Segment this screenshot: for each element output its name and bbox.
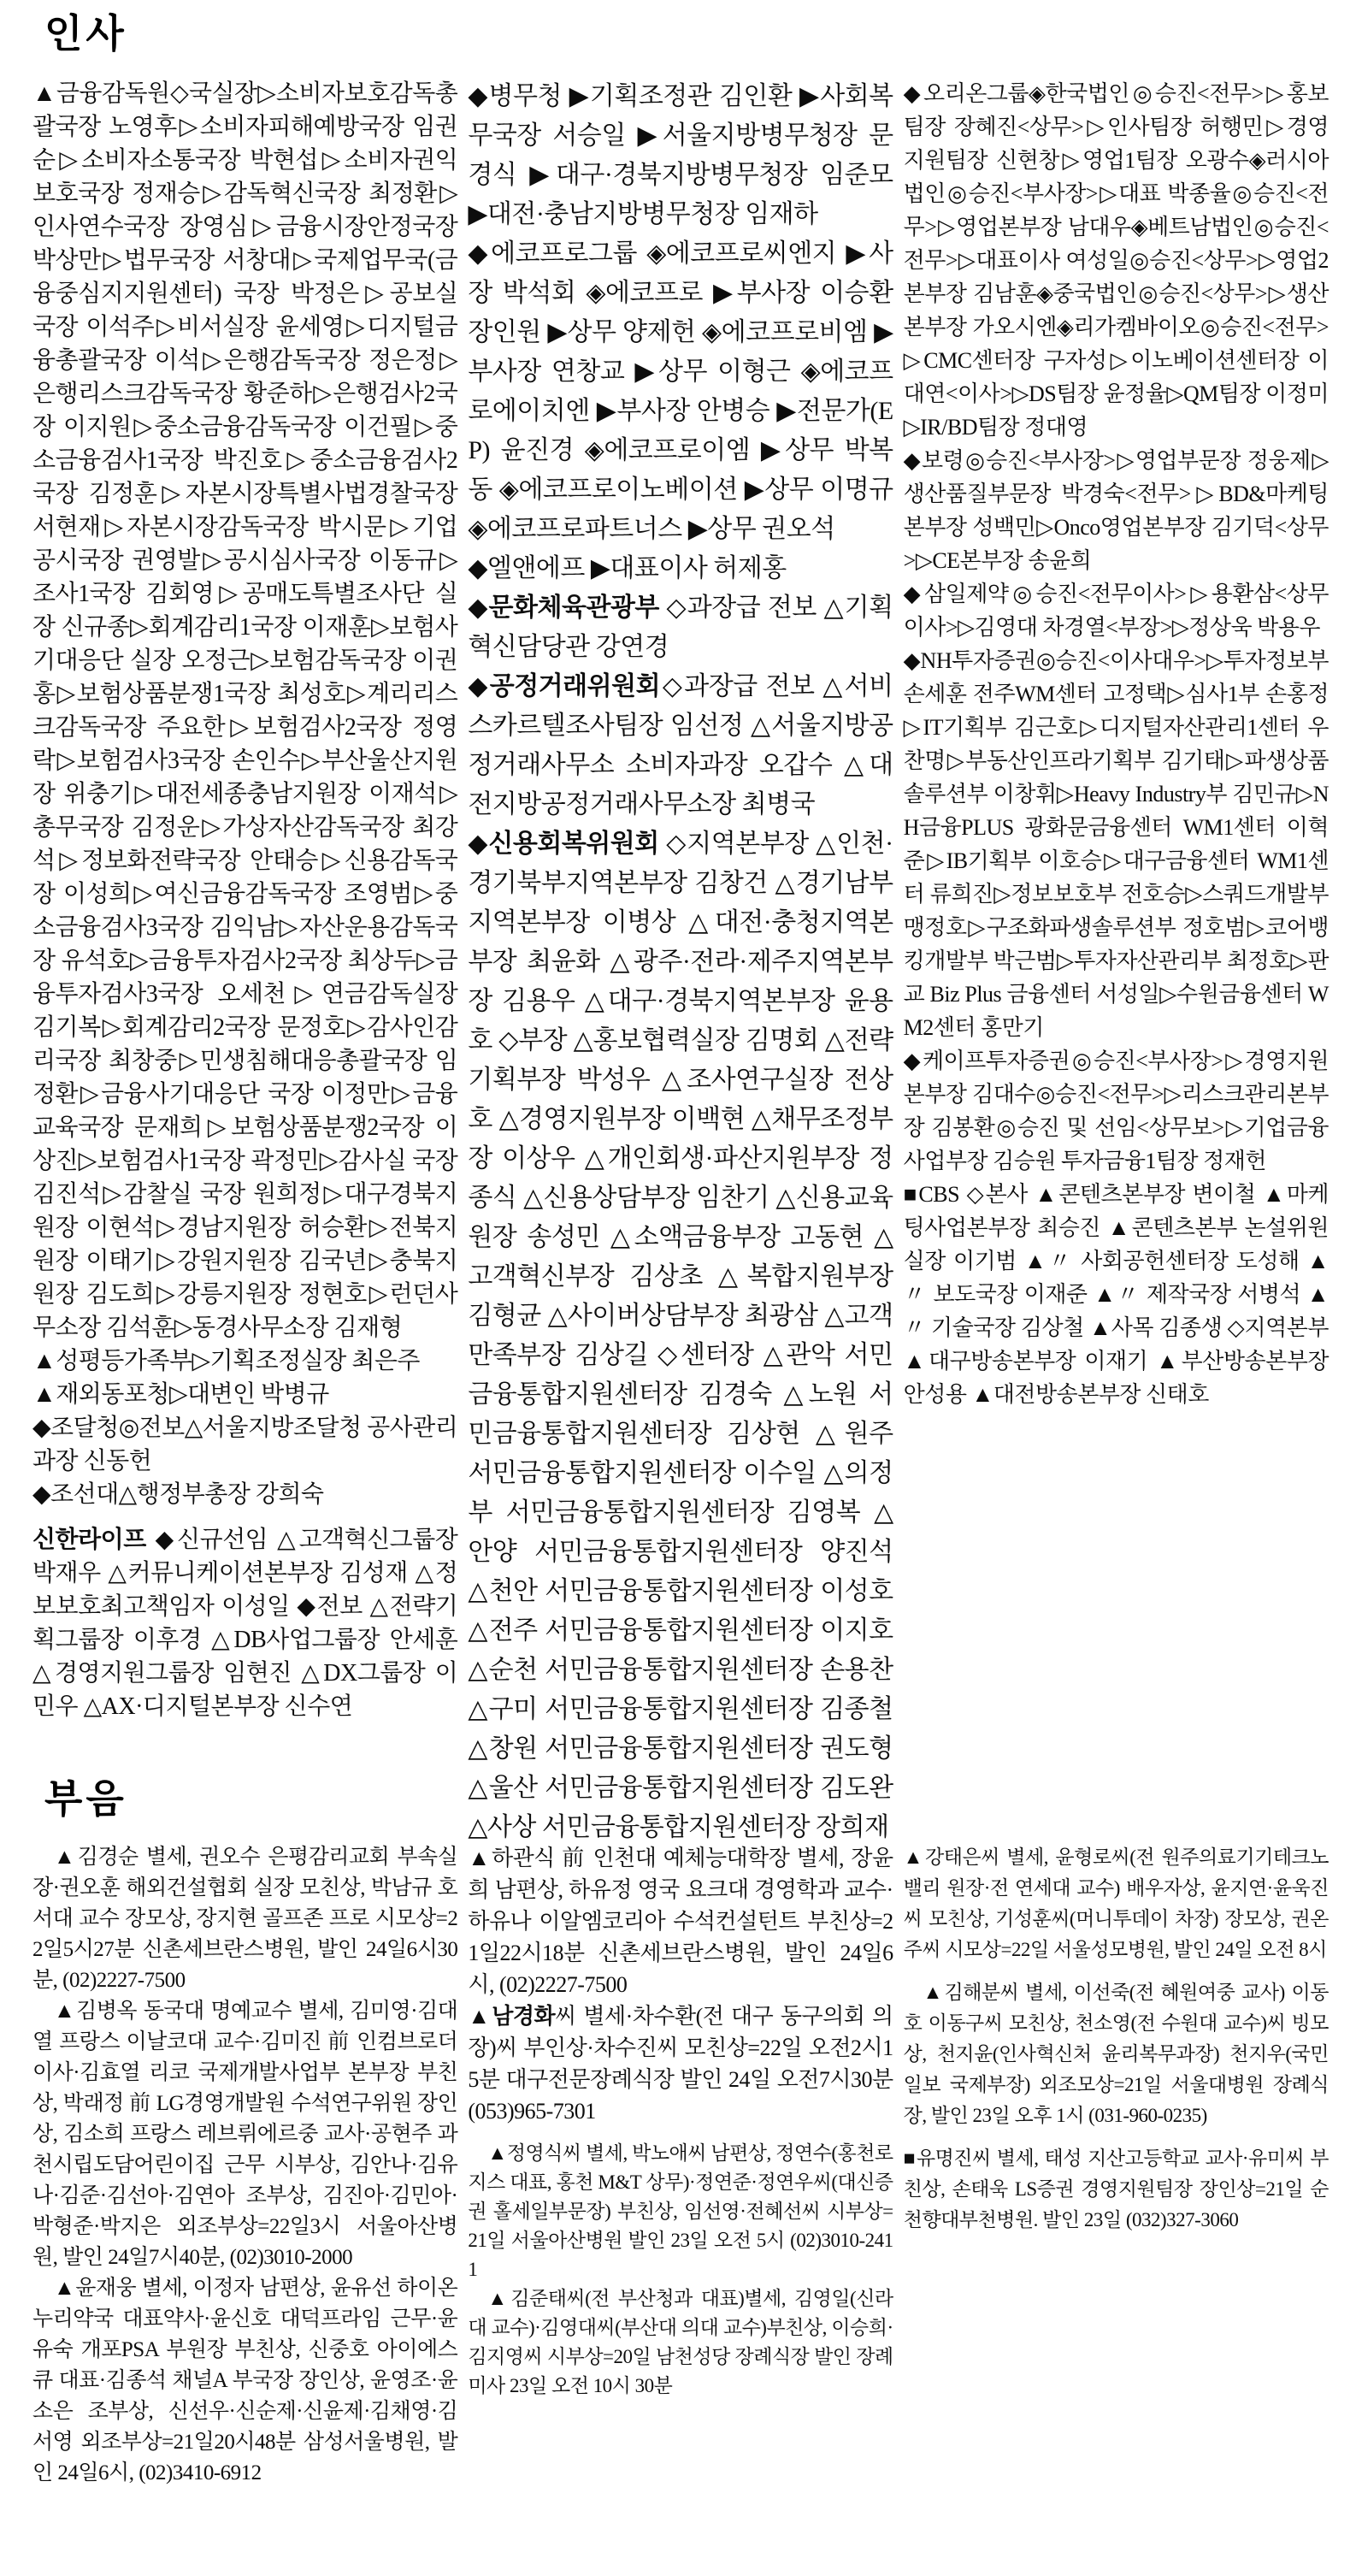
entry: ▲강태은씨 별세, 윤형로씨(전 원주의료기기테크노밸리 원장·전 연세대 교수) 배우자상, 윤지연·윤욱진씨 모친상, 기성훈씨(머니투데이 차장) 장모상, 권온주씨 시모상=22일 서울성모병원, 발인 24일 오전 8시 <box>903 1846 1329 1960</box>
entry: ▲남경화씨 별세·차수환(전 대구 동구의회 의장)씨 부인상·차수진씨 모친상=22일 오전2시15분 대구전문장례식장 발인 24일 오전7시30분 (053)965-7301 <box>468 2004 893 2124</box>
entry: ◆에코프로그룹 ◈에코프로씨엔지 ▶사장 박석회 ◈에코프로 ▶부사장 이승환 장인원 ▶상무 양제헌 ◈에코프로비엠 ▶부사장 연창교 ▶상무 이형근 ◈에코프로에이치엔 ▶부사장 안병승 ▶전문가(EP) 윤진경 ◈에코프로이엠 ▶상무 박복동 ◈에코프로이노베이션 ▶상무 이명규 ◈에코프로파트너스 ▶상무 권오석 <box>468 239 893 543</box>
entry: ▲김경순 별세, 권오수 은평감리교회 부속실장·권오훈 해외건설협회 실장 모친상, 박남규 호서대 교수 장모상, 장지현 골프존 프로 시모상=22일5시27분 신촌세브란스병원, 발인 24일6시30분, (02)2227-7500 <box>32 1846 458 1992</box>
entry: ◆엘앤에프 ▶대표이사 허제홍 <box>468 554 787 582</box>
entry: ▲김준태씨(전 부산청과 대표)별세, 김영일(신라대 교수)·김영대씨(부산대 의대 교수)부친상, 이승희·김지영씨 시부상=20일 남천성당 장례식장 발인 장례미사 23일 오전 10시 30분 <box>468 2288 893 2396</box>
obituaries-title: 부음 <box>44 1776 127 1821</box>
entry: ◆문화체육관광부 ◇과장급 전보 △기획혁신담당관 강연경 <box>468 594 893 661</box>
obituaries-columns <box>32 1842 1329 2489</box>
obituaries-column-3 <box>904 1842 1329 2236</box>
entry: ◆오리온그룹◈한국법인◎승진<전무>▷홍보팀장 장혜진<상무>▷인사팀장 허행민▷경영지원팀장 신현창▷영업1팀장 오광수◈러시아법인◎승진<부사장>▷대표 박종율◎승진<전무>▷영업본부장 남대우◈베트남법인◎승진<전무>▷대표이사 여성일◎승진<상무>▷영업2본부장 김남훈◈중국법인◎승진<상무>▷생산본부장 가오시엔◈리가켐바이오◎승진<전무>▷CMC센터장 구자성▷이노베이션센터장 이대연<이사>▷DS팀장 윤정율▷QM팀장 이정미▷IR/BD팀장 정대영 <box>903 81 1329 440</box>
entry: ■유명진씨 별세, 태성 지산고등학교 교사·유미씨 부친상, 손태욱 LS증권 경영지원팀장 장인상=21일 순천향대부천병원. 발인 23일 (032)327-3060 <box>903 2148 1329 2230</box>
entry: ◆조선대△행정부총장 강희숙 <box>32 1481 324 1508</box>
entry: ▲김해분씨 별세, 이선죽(전 혜원여중 교사) 이동호 이동구씨 모친상, 천소영(전 수원대 교수)씨 빙모상, 천지윤(인사혁신처 윤리복무과장) 천지우(국민일보 국제부장) 외조모상=21일 서울대병원 장례식장, 발인 23일 오후 1시 (031-960-0235) <box>903 1982 1329 2126</box>
obituaries-column-1 <box>32 1842 457 2489</box>
entry: ▲정영식씨 별세, 박노애씨 남편상, 정연수(홍천로지스 대표, 홍천 M&T 상무)·정연준·정연우씨(대신증권 홀세일부문장) 부친상, 임선영·전혜선씨 시부상=21일 서울아산병원 발인 23일 오전 5시 (02)3010-2411 <box>468 2142 893 2280</box>
entry: 신한라이프 ◆신규선임 △고객혁신그룹장 박재우 △커뮤니케이션본부장 김성재 △정보보호최고책임자 이성일 ◆전보 △전략기획그룹장 이후경 △DB사업그룹장 안세훈 △경영지원그룹장 임현진 △DX그룹장 이민우 △AX·디지털본부장 신수연 <box>32 1527 458 1720</box>
entry: ▲재외동포청▷대변인 박병규 <box>32 1381 329 1408</box>
obituaries-column-2 <box>468 1842 893 2401</box>
appointments-column-2 <box>468 77 893 1847</box>
entry: ◆신용회복위원회 ◇지역본부장 △인천·경기북부지역본부장 김창건 △경기남부지역본부장 이병상 △대전·충청지역본부장 최윤화 △광주·전라·제주지역본부장 김용우 △대구·경북지역본부장 윤용호 ◇부장 △홍보협력실장 김명회 △전략기획부장 박성우 △조사연구실장 전상호 △경영지원부장 이백현 △채무조정부장 이상우 △개인회생·파산지원부장 정종식 △신용상담부장 임찬기 △신용교육원장 송성민 △소액금융부장 고동현 △고객혁신부장 김상초 △복합지원부장 김형균 △사이버상담부장 최광삼 △고객만족부장 김상길 ◇센터장 △관악 서민금융통합지원센터장 김경숙 △노원 서민금융통합지원센터장 김상현 △원주 서민금융통합지원센터장 이수일 △의정부 서민금융통합지원센터장 김영복 △안양 서민금융통합지원센터장 양진석 △천안 서민금융통합지원센터장 이성호 △전주 서민금융통합지원센터장 이지호 △순천 서민금융통합지원센터장 손용찬 △구미 서민금융통합지원센터장 김종철 △창원 서민금융통합지원센터장 권도형 △울산 서민금융통합지원센터장 김도완 △사상 서민금융통합지원센터장 장희재 <box>468 830 893 1841</box>
page-title: 인사 <box>44 11 127 56</box>
section-obituaries <box>32 1777 1329 2489</box>
entry: ◆삼일제약◎승진<전무이사>▷용환삼<상무이사>▷김영대 차경열<부장>▷정상욱 박용우 <box>903 582 1329 640</box>
section-appointments <box>32 12 1329 1847</box>
entry: ◆공정거래위원회◇과장급 전보 △서비스카르텔조사팀장 임선정 △서울지방공정거래사무소 소비자과장 오갑수 △대전지방공정거래사무소장 최병국 <box>468 672 893 818</box>
entry: ◆NH투자증권◎승진<이사대우>▷투자정보부 손세훈 전주WM센터 고정택▷심사1부 손홍정▷IT기획부 김근호▷디지털자산관리1센터 우찬명▷부동산인프라기획부 김기태▷파생상품솔루션부 이창휘▷Heavy Industry부 김민규▷NH금융PLUS 광화문금융센터 WM1센터 이혁준▷IB기획부 이호승▷대구금융센터 WM1센터 류희진▷정보보호부 전호승▷스쿼드개발부 맹정호▷구조화파생솔루션부 정호범▷코어뱅킹개발부 박근범▷투자자산관리부 최정호▷판교 Biz Plus 금융센터 서성일▷수원금융센터 WM2센터 홍만기 <box>903 648 1329 1040</box>
entry: ▲윤재웅 별세, 이정자 남편상, 윤유선 하이온누리약국 대표약사·윤신호 대덕프라임 근무·윤유숙 개포PSA 부원장 부친상, 신중호 아이에스큐 대표·김종석 채널A 부국장 장인상, 윤영조·윤소은 조부상, 신선우·신순제·신윤제·김채영·김서영 외조부상=21일20시48분 삼성서울병원, 발인 24일6시, (02)3410-6912 <box>32 2277 458 2484</box>
appointments-column-1 <box>32 77 457 1723</box>
entry: ▲금융감독원◇국실장▷소비자보호감독총괄국장 노영후▷소비자피해예방국장 임권순▷소비자소통국장 박현섭▷소비자권익보호국장 정재승▷감독혁신국장 최정환▷인사연수국장 장영심▷금융시장안정국장 박상만▷법무국장 서창대▷국제업무국(금융중심지지원센터) 국장 박정은▷공보실 국장 이석주▷비서실장 윤세영▷디지털금융총괄국장 이석▷은행감독국장 정은정▷은행리스크감독국장 황준하▷은행검사2국장 이지원▷중소금융감독국장 이건필▷중소금융검사1국장 박진호▷중소금융검사2국장 김정훈▷자본시장특별사법경찰국장 서현재▷자본시장감독국장 박시문▷기업공시국장 권영발▷공시심사국장 이동규▷조사1국장 김회영▷공매도특별조사단 실장 신규종▷회계감리1국장 이재훈▷보험사기대응단 실장 오정근▷보험감독국장 이권홍▷보험상품분쟁1국장 최성호▷계리리스크감독국장 주요한▷보험검사2국장 정영락▷보험검사3국장 손인수▷부산울산지원장 위충기▷대전세종충남지원장 이재석▷총무국장 김정운▷가상자산감독국장 최강석▷정보화전략국장 안태승▷신용감독국장 이성희▷여신금융감독국장 조영범▷중소금융검사3국장 김익남▷자산운용감독국장 유석호▷금융투자검사2국장 최상두▷금융투자검사3국장 오세천▷연금감독실장 김기복▷회계감리2국장 문정호▷감사인감리국장 최창중▷민생침해대응총괄국장 임정환▷금융사기대응단 국장 이정만▷금융교육국장 문재희▷보험상품분쟁2국장 이상진▷보험검사1국장 곽정민▷감사실 국장 김진석▷감찰실 국장 원희정▷대구경북지원장 이현석▷경남지원장 허승환▷전북지원장 이태기▷강원지원장 김국년▷충북지원장 김도희▷강릉지원장 정현호▷런던사무소장 김석훈▷동경사무소장 김재형 <box>32 80 458 1341</box>
entry: ◆케이프투자증권◎승진<부사장>▷경영지원본부장 김대수◎승진<전무>▷리스크관리본부장 김봉환◎승진 및 선임<상무보>▷기업금융사업부장 김승원 투자금융1팀장 정재헌 <box>903 1049 1329 1173</box>
entry: ◆보령◎승진<부사장>▷영업부문장 정웅제▷생산품질부문장 박경숙<전무>▷BD&마케팅본부장 성백민▷Onco영업본부장 김기덕<상무>▷CE본부장 송윤희 <box>903 448 1329 573</box>
entry: ◆병무청 ▶기획조정관 김인환 ▶사회복무국장 서승일 ▶서울지방병무청장 문경식 ▶대구·경북지방병무청장 임준모 ▶대전·충남지방병무청장 임재하 <box>468 82 893 228</box>
entry: ◆조달청◎전보△서울지방조달청 공사관리과장 신동헌 <box>32 1415 458 1474</box>
entry: ▲성평등가족부▷기획조정실장 최은주 <box>32 1348 420 1374</box>
appointments-columns <box>32 77 1329 1847</box>
entry: ▲김병옥 동국대 명예교수 별세, 김미영·김대열 프랑스 이날코대 교수·김미진 前 인컴브로더 이사·김효열 리코 국제개발사업부 본부장 부친상, 박래정 前 LG경영개발원 수석연구위원 장인상, 김소희 프랑스 레브뤼에르중 교사·공현주 과천시립도담어린이집 근무 시부상, 김안나·김유나·김준·김선아·김연아 조부상, 김진아·김민아·박형준·박지은 외조부상=22일3시 서울아산병원, 발인 24일7시40분, (02)3010-2000 <box>32 2000 458 2269</box>
appointments-column-3 <box>904 77 1329 1411</box>
entry: ■CBS ◇본사 ▲콘텐츠본부장 변이철 ▲마케팅사업본부장 최승진 ▲콘텐츠본부 논설위원실장 이기범 ▲〃 사회공헌센터장 도성해 ▲〃 보도국장 이재준 ▲〃 제작국장 서병석 ▲〃 기술국장 김상철 ▲사목 김종생 ◇지역본부 ▲대구방송본부장 이재기 ▲부산방송본부장 안성용 ▲대전방송본부장 신태호 <box>903 1182 1329 1407</box>
entry: ▲하관식 前 인천대 예체능대학장 별세, 장윤희 남편상, 하유정 영국 요크대 경영학과 교수·하유나 이알엠코리아 수석컨설턴트 부친상=21일22시18분 신촌세브란스병원, 발인 24일6시, (02)2227-7500 <box>468 1846 893 1997</box>
